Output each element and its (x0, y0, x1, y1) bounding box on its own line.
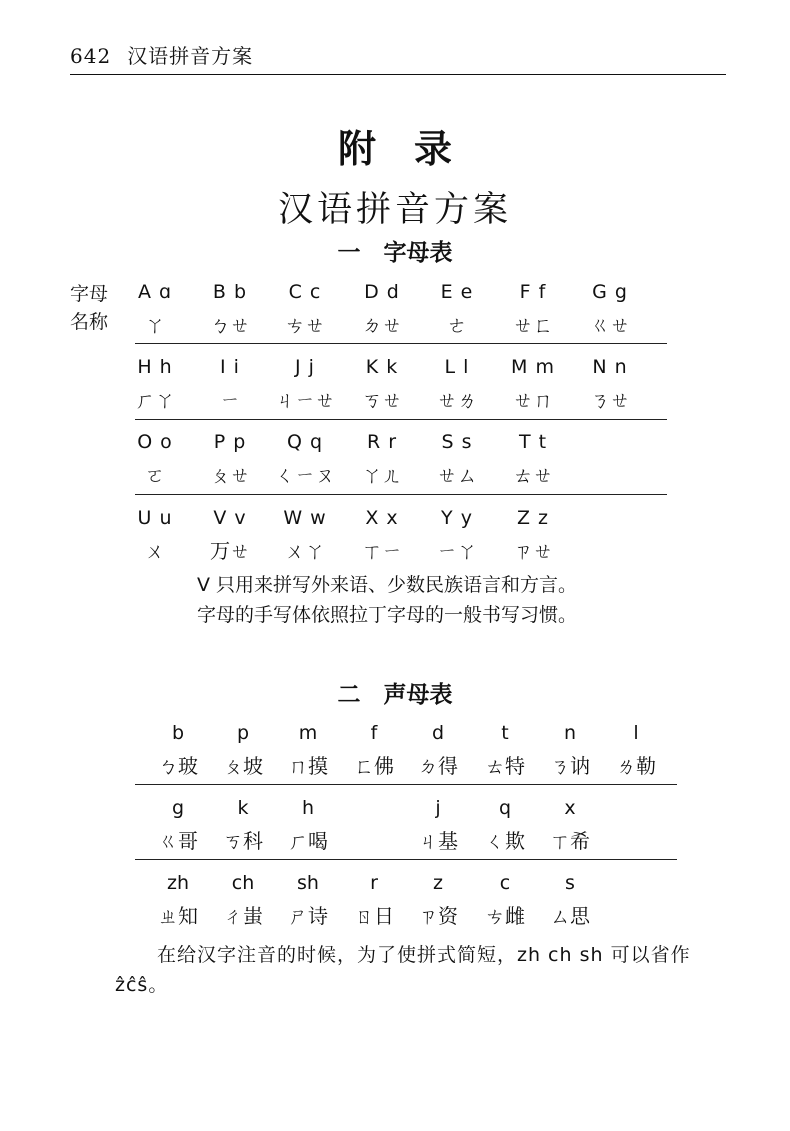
initial-zhuyin-example: ㄕ诗 (288, 904, 328, 928)
alphabet-letter: A ɑ (137, 281, 173, 303)
alphabet-letter-name: ㄝㄇ (513, 388, 553, 412)
alphabet-letter: X x (365, 507, 399, 529)
initial-letter: t (501, 722, 509, 744)
table-divider (135, 419, 667, 420)
alphabet-letter-name: ㄨㄚ (285, 539, 325, 563)
alphabet-letter: L l (444, 356, 470, 378)
initial-zhuyin-example: ㄎ科 (223, 829, 263, 853)
initial-zhuyin-example: ㄖ日 (354, 904, 394, 928)
alphabet-letter: K k (365, 356, 399, 378)
alphabet-letter: H h (137, 356, 173, 378)
alphabet-letter-name: ㄅㄝ (210, 313, 250, 337)
alphabet-letter-name: ㄐㄧㄝ (275, 388, 335, 412)
alphabet-letter: U u (137, 507, 173, 529)
table-divider (135, 343, 667, 344)
initial-zhuyin-example: ㄘ雌 (485, 904, 525, 928)
initial-letter: x (564, 797, 576, 819)
running-header (70, 40, 726, 75)
alphabet-letter: N n (592, 356, 628, 378)
running-header-title: 汉语拼音方案 (127, 44, 254, 68)
alphabet-letter: Y y (441, 507, 473, 529)
alphabet-letter: P p (213, 431, 247, 453)
alphabet-letter: V v (213, 507, 247, 529)
initial-letter: d (431, 722, 445, 744)
initial-zhuyin-example: ㄙ思 (550, 904, 590, 928)
alphabet-letter-name: ㄊㄝ (513, 463, 553, 487)
alphabet-letter: M m (511, 356, 555, 378)
initials-section-title: 二 声母表 (337, 682, 453, 708)
initial-zhuyin-example: ㄇ摸 (288, 754, 328, 778)
initial-zhuyin-example: ㄓ知 (158, 904, 198, 928)
initial-letter: k (237, 797, 249, 819)
alphabet-letter: Q q (286, 431, 324, 453)
initial-letter: s (565, 872, 575, 894)
initial-zhuyin-example: ㄋ讷 (550, 754, 590, 778)
table-divider (135, 494, 667, 495)
initial-letter: g (171, 797, 185, 819)
alphabet-section-title: 一 字母表 (337, 240, 453, 266)
initial-letter: l (633, 722, 639, 744)
initial-zhuyin-example: ㄍ哥 (158, 829, 198, 853)
initial-zhuyin-example: ㄉ得 (418, 754, 458, 778)
initial-letter: p (236, 722, 250, 744)
alphabet-letter-name: ㄝㄈ (513, 313, 553, 337)
initial-letter: n (563, 722, 577, 744)
table-divider (135, 859, 677, 860)
initial-zhuyin-example: ㄑ欺 (485, 829, 525, 853)
alphabet-letter: R r (366, 431, 398, 453)
alphabet-letter-name: ㄗㄝ (513, 539, 553, 563)
alphabet-letter: F f (519, 281, 547, 303)
initial-zhuyin-example: ㄆ坡 (223, 754, 263, 778)
alphabet-letter-name: ㄉㄝ (362, 313, 402, 337)
initial-zhuyin-example: ㄌ勒 (616, 754, 656, 778)
initial-letter: j (435, 797, 441, 819)
initial-zhuyin-example: ㄊ特 (485, 754, 525, 778)
alphabet-letter-name: ㄛ (145, 463, 165, 487)
alphabet-letter: J j (295, 356, 315, 378)
alphabet-row-labels (70, 280, 108, 336)
alphabet-letter-name: ㄘㄝ (285, 313, 325, 337)
alphabet-letter-name: ㄑㄧㄡ (275, 463, 335, 487)
initial-letter: q (498, 797, 512, 819)
alphabet-letter-name: ㄍㄝ (590, 313, 630, 337)
initial-letter: ch (231, 872, 255, 894)
alphabet-letter: Z z (516, 507, 550, 529)
alphabet-letter: C c (288, 281, 322, 303)
alphabet-letter-name: ㄆㄝ (210, 463, 250, 487)
initial-letter: r (370, 872, 378, 894)
alphabet-letter-name: ㄒㄧ (362, 539, 402, 563)
alphabet-letter: T t (518, 431, 548, 453)
initial-zhuyin-example: ㄐ基 (418, 829, 458, 853)
alphabet-letter-name: ㄏㄚ (135, 388, 175, 412)
alphabet-letter-name: ㄎㄝ (362, 388, 402, 412)
alphabet-letter: D d (364, 281, 400, 303)
initial-letter: zh (166, 872, 189, 894)
initial-zhuyin-example: ㄔ蚩 (223, 904, 263, 928)
alphabet-letter: I i (220, 356, 240, 378)
initial-zhuyin-example: ㄒ希 (550, 829, 590, 853)
alphabet-letter-name: ㄚㄦ (362, 463, 402, 487)
initial-zhuyin-example: ㄏ喝 (288, 829, 328, 853)
appendix-title: 附 录 (337, 127, 452, 171)
alphabet-letter-name: ㄜ (447, 313, 467, 337)
initial-letter: sh (297, 872, 319, 894)
alphabet-letter: B b (212, 281, 248, 303)
initial-letter: m (298, 722, 318, 744)
alphabet-note-handwriting: 字母的手写体依照拉丁字母的一般书写习惯。 (197, 604, 578, 626)
initial-letter: c (499, 872, 511, 894)
page-number: 642 (70, 44, 112, 68)
alphabet-letter: S s (441, 431, 473, 453)
initial-zhuyin-example: ㄈ佛 (354, 754, 394, 778)
alphabet-letter-name: ㄨ (145, 539, 165, 563)
table-divider (135, 784, 677, 785)
initial-letter: z (433, 872, 443, 894)
row-label-letters: 字母 (70, 283, 109, 305)
alphabet-letter-name: ㄧㄚ (437, 539, 477, 563)
alphabet-letter-name: ㄋㄝ (590, 388, 630, 412)
alphabet-letter: W w (283, 507, 327, 529)
alphabet-letter-name: ㄝㄌ (437, 388, 477, 412)
initial-letter: h (301, 797, 315, 819)
alphabet-note-v: V 只用来拼写外来语、少数民族语言和方言。 (197, 574, 578, 596)
alphabet-letter: O o (137, 431, 173, 453)
initial-zhuyin-example: ㄅ玻 (158, 754, 198, 778)
initials-note: 在给汉字注音的时候，为了使拼式简短，zh ch sh 可以省作 ẑĉŝ。 (115, 944, 691, 996)
alphabet-letter-name: ㄝㄙ (437, 463, 477, 487)
alphabet-letter: G g (592, 281, 628, 303)
alphabet-letter: E e (440, 281, 474, 303)
initial-zhuyin-example: ㄗ资 (418, 904, 458, 928)
initial-letter: b (171, 722, 185, 744)
row-label-names: 名称 (70, 311, 109, 333)
alphabet-letter-name: ㄪㄝ (210, 539, 250, 563)
alphabet-letter-name: ㄚ (145, 313, 165, 337)
alphabet-letter-name: ㄧ (220, 388, 240, 412)
initial-letter: f (370, 722, 378, 744)
main-title: 汉语拼音方案 (277, 190, 512, 230)
